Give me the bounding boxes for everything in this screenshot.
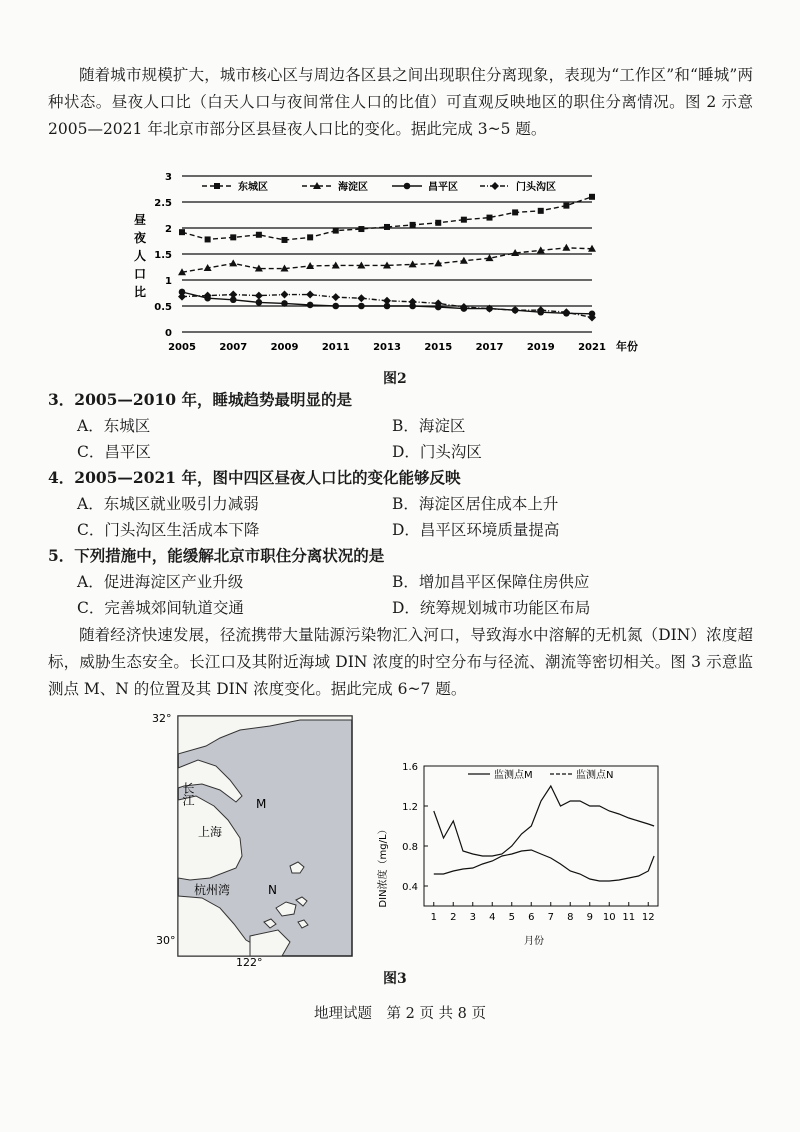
- question-5-stem: 5．下列措施中，能缓解北京市职住分离状况的是: [48, 546, 385, 565]
- figure-3-caption: 图3: [383, 971, 407, 987]
- fig2-point: [435, 220, 441, 226]
- fig2-point: [589, 194, 595, 200]
- fig2-point: [512, 209, 518, 215]
- fig3-x-tick-label: 5: [508, 912, 515, 923]
- fig3-axes: [424, 766, 658, 906]
- fig3-series-line-2: [434, 850, 654, 881]
- fig2-y-tick-label: 2.5: [154, 198, 172, 209]
- page-footer: 地理试题 第 2 页 共 8 页: [314, 1006, 486, 1022]
- fig2-point: [256, 299, 263, 306]
- fig3-legend-label: 监测点N: [576, 770, 614, 781]
- q5-option-c: C．完善城郊间轨道交通: [77, 599, 244, 617]
- fig2-x-tick-label: 2011: [321, 342, 350, 353]
- fig2-y-tick-label: 2: [165, 224, 172, 235]
- fig3-x-tick-label: 6: [528, 912, 535, 923]
- fig2-point: [179, 229, 185, 235]
- fig2-y-tick-label: 0.5: [154, 302, 172, 313]
- fig3-series-line-1: [434, 786, 654, 856]
- intro-paragraph-2: [48, 622, 753, 703]
- intro-paragraph-1: [48, 62, 753, 143]
- fig3-x-tick-label: 4: [489, 912, 496, 923]
- map-point-n: N: [268, 883, 277, 897]
- map-lon-label: 122°: [236, 956, 263, 969]
- fig3-ylabel: DIN浓度（mg/L）: [378, 824, 389, 908]
- fig2-x-tick-label: 2009: [270, 342, 299, 353]
- fig2-series-line-1: [182, 197, 592, 240]
- fig2-point: [332, 293, 340, 301]
- fig2-x-tick-label: 2007: [219, 342, 248, 353]
- intro-text-1: 随着城市规模扩大，城市核心区与周边各区县之间出现职住分离现象，表现为“工作区”和“睡城”两种状态。昼夜人口比（白天人口与夜间常住人口的比值）可直观反映地区的职住分离情况。图 2 示意 2005—2021 年北京市部分区县昼夜人口比的变化。据此完成 3~5 题。: [48, 66, 753, 138]
- fig2-point: [282, 237, 288, 243]
- fig2-x-tick-label: 2017: [475, 342, 504, 353]
- fig2-point: [306, 291, 314, 299]
- fig3-y-tick-label: 0.8: [402, 842, 418, 853]
- q4-option-a: A．东城区就业吸引力减弱: [77, 495, 259, 513]
- fig2-point: [358, 226, 364, 232]
- fig2-y-tick-label: 3: [165, 172, 172, 183]
- fig2-x-tick-label: 2019: [526, 342, 555, 353]
- fig3-x-tick-label: 12: [641, 912, 655, 923]
- map-river-label: 长江: [181, 782, 195, 806]
- map-lat-bottom: 30°: [156, 934, 176, 947]
- fig2-x-ticks: [168, 342, 606, 353]
- q5-option-d: D．统筹规划城市功能区布局: [392, 599, 591, 617]
- fig3-legend-label: 监测点M: [494, 770, 533, 781]
- fig2-legend-label: 昌平区: [428, 182, 458, 193]
- map-point-m: M: [256, 797, 267, 811]
- fig2-point: [229, 291, 237, 299]
- fig2-point: [333, 228, 339, 234]
- fig3-x-tick-label: 9: [586, 912, 593, 923]
- fig2-point: [205, 236, 211, 242]
- q3-option-b: B．海淀区: [392, 417, 466, 435]
- fig3-y-tick-label: 0.4: [402, 882, 418, 893]
- intro-text-2: 随着经济快速发展，径流携带大量陆源污染物汇入河口，导致海水中溶解的无机氮（DIN）浓度超标，威胁生态安全。长江口及其附近海域 DIN 浓度的时空分布与径流、潮流等密切相关。图 3 示意监测点 M、N 的位置及其 DIN 浓度变化。据此完成 6~7 题。: [48, 626, 753, 698]
- fig2-legend-label: 东城区: [238, 182, 268, 193]
- fig2-x-tick-label: 2021: [578, 342, 606, 353]
- fig2-point: [332, 303, 339, 310]
- fig2-series-group: [178, 194, 596, 322]
- fig2-point: [384, 224, 390, 230]
- fig2-point: [255, 292, 263, 300]
- fig3-y-tick-label: 1.2: [402, 802, 418, 813]
- fig3-legend: [468, 768, 613, 781]
- figure-3-chart: [374, 756, 670, 952]
- q3-option-d: D．门头沟区: [392, 443, 482, 461]
- fig2-legend-label: 海淀区: [338, 182, 368, 193]
- fig3-x-tick-label: 10: [602, 912, 616, 923]
- fig2-point: [461, 217, 467, 223]
- question-3-stem: 3．2005—2010 年，睡城趋势最明显的是: [48, 390, 352, 409]
- fig3-x-ticks: [431, 902, 655, 923]
- fig3-x-tick-label: 1: [430, 912, 437, 923]
- fig2-ylabel-char: 口: [134, 267, 147, 281]
- fig2-point: [281, 291, 289, 299]
- fig2-y-ticks: [154, 172, 172, 339]
- figure-2-chart: [128, 166, 688, 362]
- fig2-ylabel: [134, 213, 147, 299]
- fig3-x-tick-label: 8: [567, 912, 574, 923]
- q3-option-a: A．东城区: [77, 417, 151, 435]
- fig2-y-tick-label: 1: [165, 276, 172, 287]
- fig3-x-tick-label: 11: [622, 912, 636, 923]
- fig2-ylabel-char: 比: [134, 285, 147, 299]
- map-lat-top: 32°: [152, 712, 172, 725]
- fig3-frame: [424, 766, 658, 906]
- q5-option-a: A．促进海淀区产业升级: [77, 573, 244, 591]
- q4-option-d: D．昌平区环境质量提高: [392, 521, 560, 539]
- fig2-ylabel-char: 昼: [134, 213, 147, 227]
- fig2-y-tick-label: 1.5: [154, 250, 172, 261]
- fig2-y-tick-label: 0: [165, 328, 172, 339]
- fig2-point: [511, 306, 519, 314]
- fig3-series-group: [434, 786, 654, 881]
- fig2-point: [487, 215, 493, 221]
- question-4-stem: 4．2005—2021 年，图中四区昼夜人口比的变化能够反映: [48, 468, 461, 487]
- fig2-point: [563, 203, 569, 209]
- fig2-point: [307, 234, 313, 240]
- map-city-label: 上海: [198, 825, 223, 839]
- fig2-point: [357, 294, 365, 302]
- fig2-point: [307, 302, 314, 309]
- fig2-legend-marker: [491, 182, 499, 190]
- fig3-y-tick-label: 1.6: [402, 762, 418, 773]
- fig2-point: [229, 259, 237, 266]
- fig2-point: [562, 308, 570, 316]
- fig2-legend-marker: [214, 183, 220, 189]
- fig3-xlabel: 月份: [524, 936, 544, 947]
- fig2-series-line-2: [182, 248, 592, 272]
- fig2-legend-label: 门头沟区: [516, 182, 556, 193]
- q5-option-b: B．增加昌平区保障住房供应: [392, 573, 590, 591]
- fig2-point: [410, 222, 416, 228]
- map-figure: [150, 708, 360, 970]
- fig2-x-tick-label: 2013: [373, 342, 401, 353]
- fig2-point: [178, 293, 186, 301]
- fig2-legend-marker: [404, 183, 411, 190]
- fig2-ylabel-char: 夜: [134, 231, 147, 245]
- fig2-point: [562, 244, 570, 251]
- fig2-x-tick-label: 2015: [424, 342, 453, 353]
- q4-option-b: B．海淀区居住成本上升: [392, 495, 559, 513]
- figure-2-caption: 图2: [383, 371, 407, 387]
- fig2-x-tick-label: 2005: [168, 342, 196, 353]
- fig2-point: [460, 257, 468, 264]
- fig3-x-tick-label: 3: [469, 912, 476, 923]
- q3-option-c: C．昌平区: [77, 443, 151, 461]
- map-bay-label: 杭州湾: [194, 883, 231, 897]
- fig3-x-tick-label: 7: [547, 912, 554, 923]
- fig2-point: [383, 297, 391, 305]
- fig2-point: [256, 232, 262, 238]
- fig2-point: [281, 300, 288, 307]
- fig2-x-unit: 年份: [616, 340, 638, 353]
- fig2-point: [230, 234, 236, 240]
- fig2-legend: [202, 180, 556, 193]
- fig2-ylabel-char: 人: [134, 249, 147, 263]
- q4-option-c: C．门头沟区生活成本下降: [77, 521, 260, 539]
- fig2-point: [538, 208, 544, 214]
- fig2-point: [358, 303, 365, 310]
- fig3-x-tick-label: 2: [450, 912, 457, 923]
